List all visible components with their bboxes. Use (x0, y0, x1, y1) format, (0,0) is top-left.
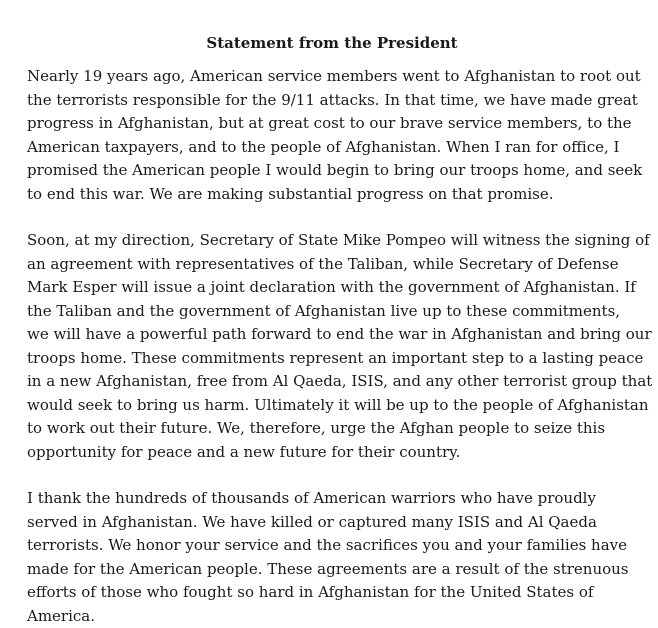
paragraph-line: promised the American people I would begin to bring our troops home, and seek (27, 159, 637, 183)
paragraph-line: Mark Esper will issue a joint declaration with the government of Afghanistan. If (27, 276, 637, 300)
paragraph-line: efforts of those who fought so hard in Afghanistan for the United States of (27, 581, 637, 605)
paragraph-line: troops home. These commitments represent an important step to a lasting peace (27, 347, 637, 371)
paragraph-line: to work out their future. We, therefore, urge the Afghan people to seize this (27, 417, 637, 441)
paragraph-line: American taxpayers, and to the people of Afghanistan. When I ran for office, I (27, 136, 637, 160)
paragraph-line: progress in Afghanistan, but at great cost to our brave service members, to the (27, 112, 637, 136)
statement-paragraph (27, 65, 637, 206)
paragraph-line: in a new Afghanistan, free from Al Qaeda, ISIS, and any other terrorist group that (27, 370, 637, 394)
paragraph-line: opportunity for peace and a new future for their country. (27, 441, 637, 465)
paragraph-line: America. (27, 605, 637, 628)
paragraph-line: Nearly 19 years ago, American service members went to Afghanistan to root out (27, 65, 637, 89)
paragraph-line: the Taliban and the government of Afghanistan live up to these commitments, (27, 300, 637, 324)
paragraph-line: an agreement with representatives of the Taliban, while Secretary of Defense (27, 253, 637, 277)
paragraph-line: Soon, at my direction, Secretary of State Mike Pompeo will witness the signing of (27, 229, 637, 253)
paragraph-line: would seek to bring us harm. Ultimately it will be up to the people of Afghanistan (27, 394, 637, 418)
statement-title: Statement from the President (27, 33, 637, 53)
paragraph-line: I thank the hundreds of thousands of American warriors who have proudly (27, 487, 637, 511)
paragraph-line: we will have a powerful path forward to end the war in Afghanistan and bring our (27, 323, 637, 347)
statement-body (27, 65, 637, 628)
paragraph-line: the terrorists responsible for the 9/11 attacks. In that time, we have made great (27, 89, 637, 113)
paragraph-line: served in Afghanistan. We have killed or captured many ISIS and Al Qaeda (27, 511, 637, 535)
paragraph-line: made for the American people. These agreements are a result of the strenuous (27, 558, 637, 582)
statement-document (27, 33, 637, 628)
paragraph-line: terrorists. We honor your service and the sacrifices you and your families have (27, 534, 637, 558)
paragraph-line: to end this war. We are making substantial progress on that promise. (27, 183, 637, 207)
statement-paragraph (27, 229, 637, 464)
statement-paragraph (27, 487, 637, 628)
